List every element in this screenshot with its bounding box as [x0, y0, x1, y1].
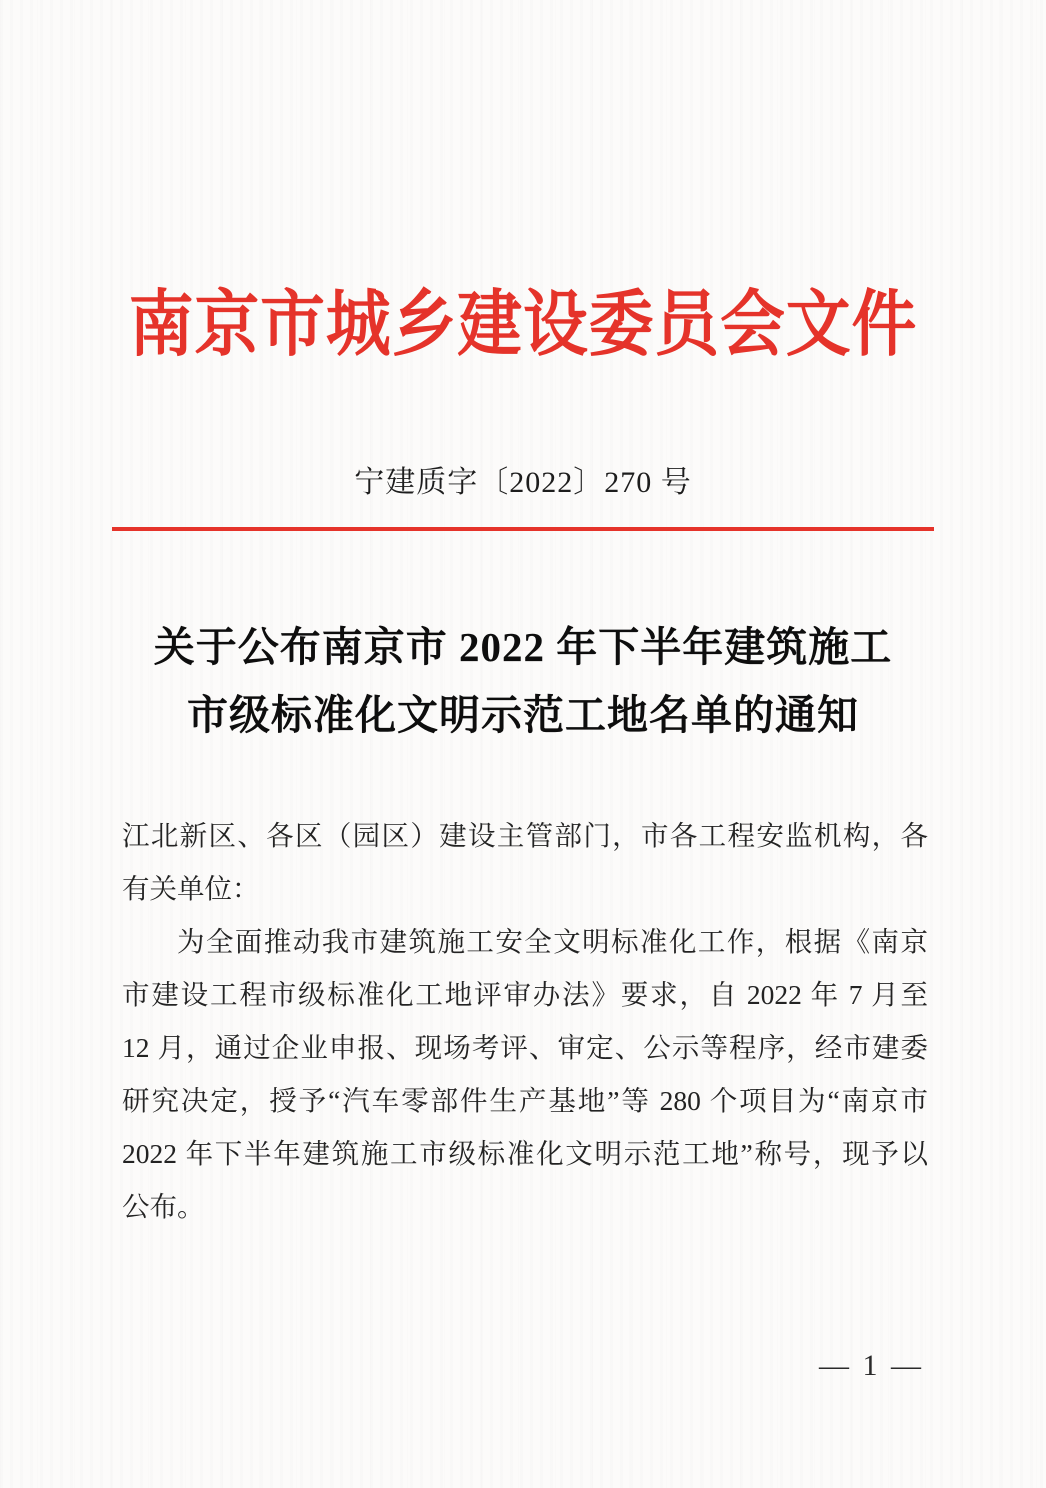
body-text-line: 12 月，通过企业申报、现场考评、审定、公示等程序，经市建委 [122, 1032, 928, 1063]
document-title-line: 市级标准化文明示范工地名单的通知 [187, 692, 859, 738]
document-header-title: 南京市城乡建设委员会文件 [128, 285, 918, 365]
document-number: 宁建质字〔2022〕270 号 [354, 466, 692, 499]
document-body [122, 809, 928, 1233]
body-text-line: 2022 年下半年建筑施工市级标准化文明示范工地”称号，现予以 [122, 1138, 928, 1169]
document-title [73, 613, 973, 749]
body-text-line: 公布。 [122, 1191, 205, 1222]
body-text-line: 江北新区、各区（园区）建设主管部门，市各工程安监机构，各 [122, 820, 928, 851]
body-text-line: 研究决定，授予“汽车零部件生产基地”等 280 个项目为“南京市 [122, 1085, 928, 1116]
document-title-line: 关于公布南京市 2022 年下半年建筑施工 [153, 624, 893, 670]
body-text-line: 为全面推动我市建筑施工安全文明标准化工作，根据《南京 [177, 926, 928, 957]
red-divider-line [112, 527, 934, 531]
body-text-line: 有关单位： [122, 873, 260, 904]
page-number: — 1 — [819, 1349, 924, 1382]
body-text-line: 市建设工程市级标准化工地评审办法》要求，自 2022 年 7 月至 [122, 979, 928, 1010]
